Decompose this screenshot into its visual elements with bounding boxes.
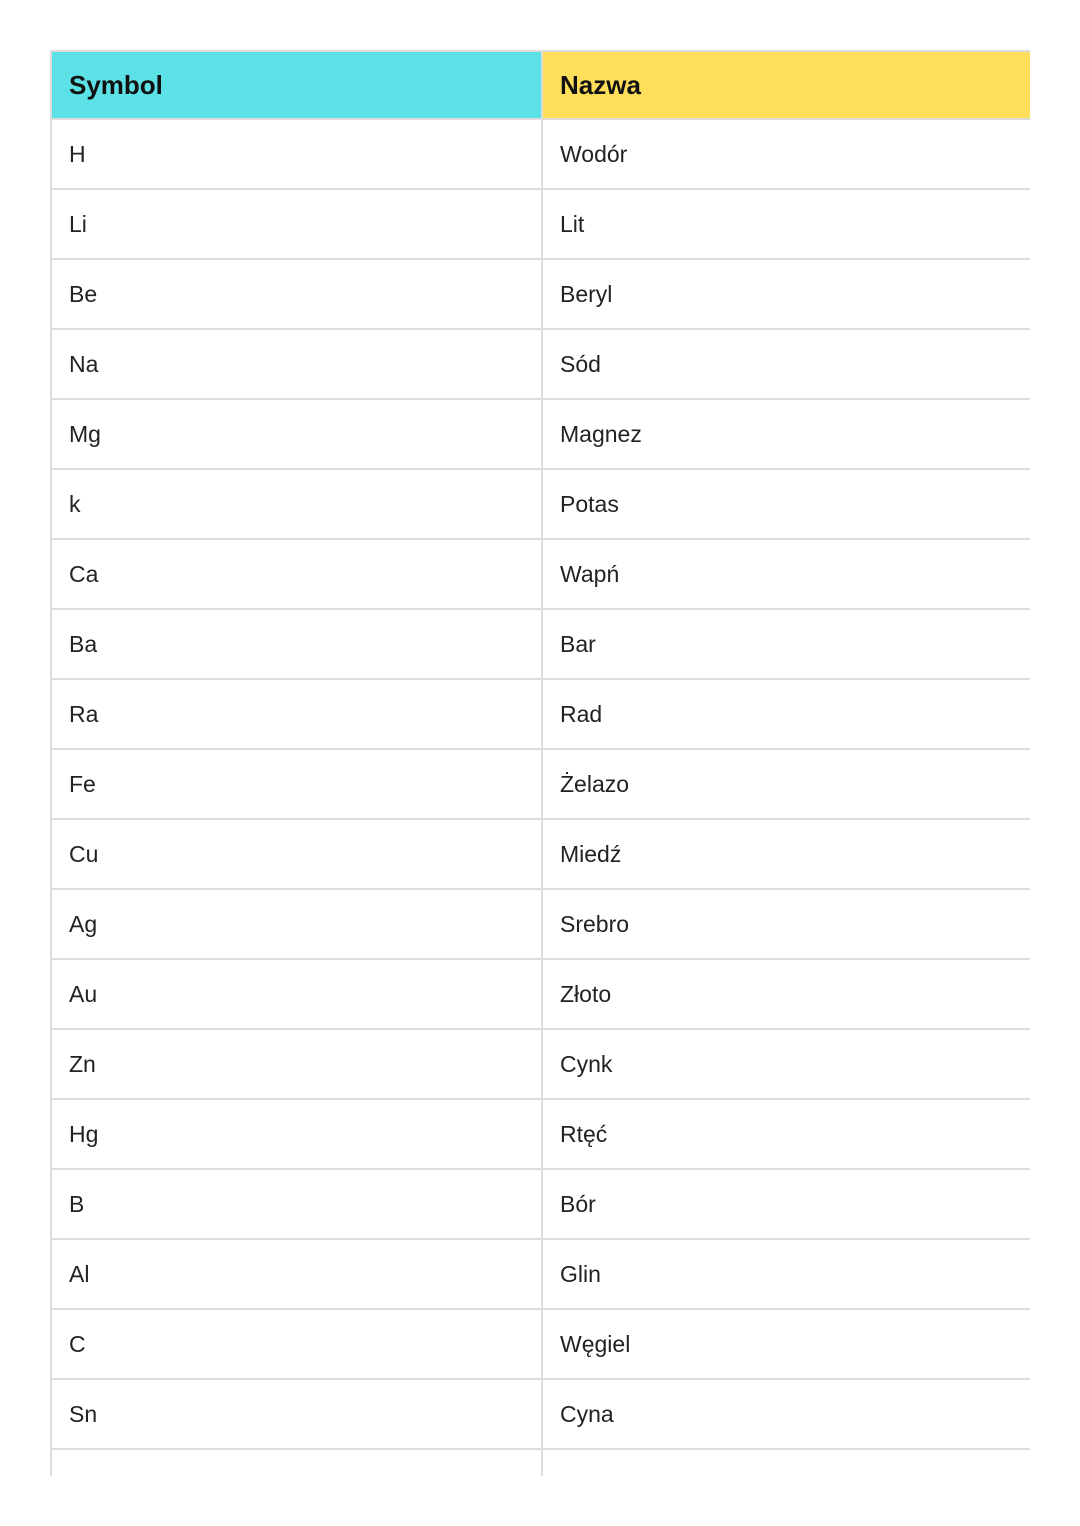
- symbol-cell: Ca: [52, 540, 541, 608]
- name-cell: Beryl: [543, 260, 1030, 328]
- symbol-cell: Li: [52, 190, 541, 258]
- symbol-cell: Au: [52, 960, 541, 1028]
- name-cell: Lit: [543, 190, 1030, 258]
- name-cell: Magnez: [543, 400, 1030, 468]
- symbol-cell: Ra: [52, 680, 541, 748]
- name-cell: Żelazo: [543, 750, 1030, 818]
- symbol-cell: Al: [52, 1240, 541, 1308]
- name-cell: Bar: [543, 610, 1030, 678]
- symbol-cell: B: [52, 1170, 541, 1238]
- name-cell: Wodór: [543, 120, 1030, 188]
- name-cell: Sód: [543, 330, 1030, 398]
- name-cell: Srebro: [543, 890, 1030, 958]
- name-cell: Rtęć: [543, 1100, 1030, 1168]
- symbol-cell: Be: [52, 260, 541, 328]
- name-cell: Złoto: [543, 960, 1030, 1028]
- name-cell: Potas: [543, 470, 1030, 538]
- symbol-cell: Na: [52, 330, 541, 398]
- symbol-cell: Mg: [52, 400, 541, 468]
- name-cell: Rad: [543, 680, 1030, 748]
- name-cell: Miedź: [543, 820, 1030, 888]
- name-cell: Cyna: [543, 1380, 1030, 1448]
- name-cell: Wapń: [543, 540, 1030, 608]
- table-grid: [50, 50, 1030, 1476]
- symbol-cell: Zn: [52, 1030, 541, 1098]
- symbol-cell: Hg: [52, 1100, 541, 1168]
- symbol-cell: Cu: [52, 820, 541, 888]
- name-cell: Cynk: [543, 1030, 1030, 1098]
- symbol-cell: Ag: [52, 890, 541, 958]
- name-cell: Węgiel: [543, 1310, 1030, 1378]
- elements-table: [50, 50, 1030, 1476]
- symbol-cell: Fe: [52, 750, 541, 818]
- symbol-cell: k: [52, 470, 541, 538]
- name-cell: Bór: [543, 1170, 1030, 1238]
- symbol-cell: C: [52, 1310, 541, 1378]
- symbol-cell: Sn: [52, 1380, 541, 1448]
- symbol-cell: H: [52, 120, 541, 188]
- header-name: Nazwa: [543, 52, 1030, 118]
- symbol-cell: Ba: [52, 610, 541, 678]
- symbol-cell: [52, 1450, 541, 1476]
- header-symbol: Symbol: [52, 52, 541, 118]
- name-cell: Glin: [543, 1240, 1030, 1308]
- name-cell: [543, 1450, 1030, 1476]
